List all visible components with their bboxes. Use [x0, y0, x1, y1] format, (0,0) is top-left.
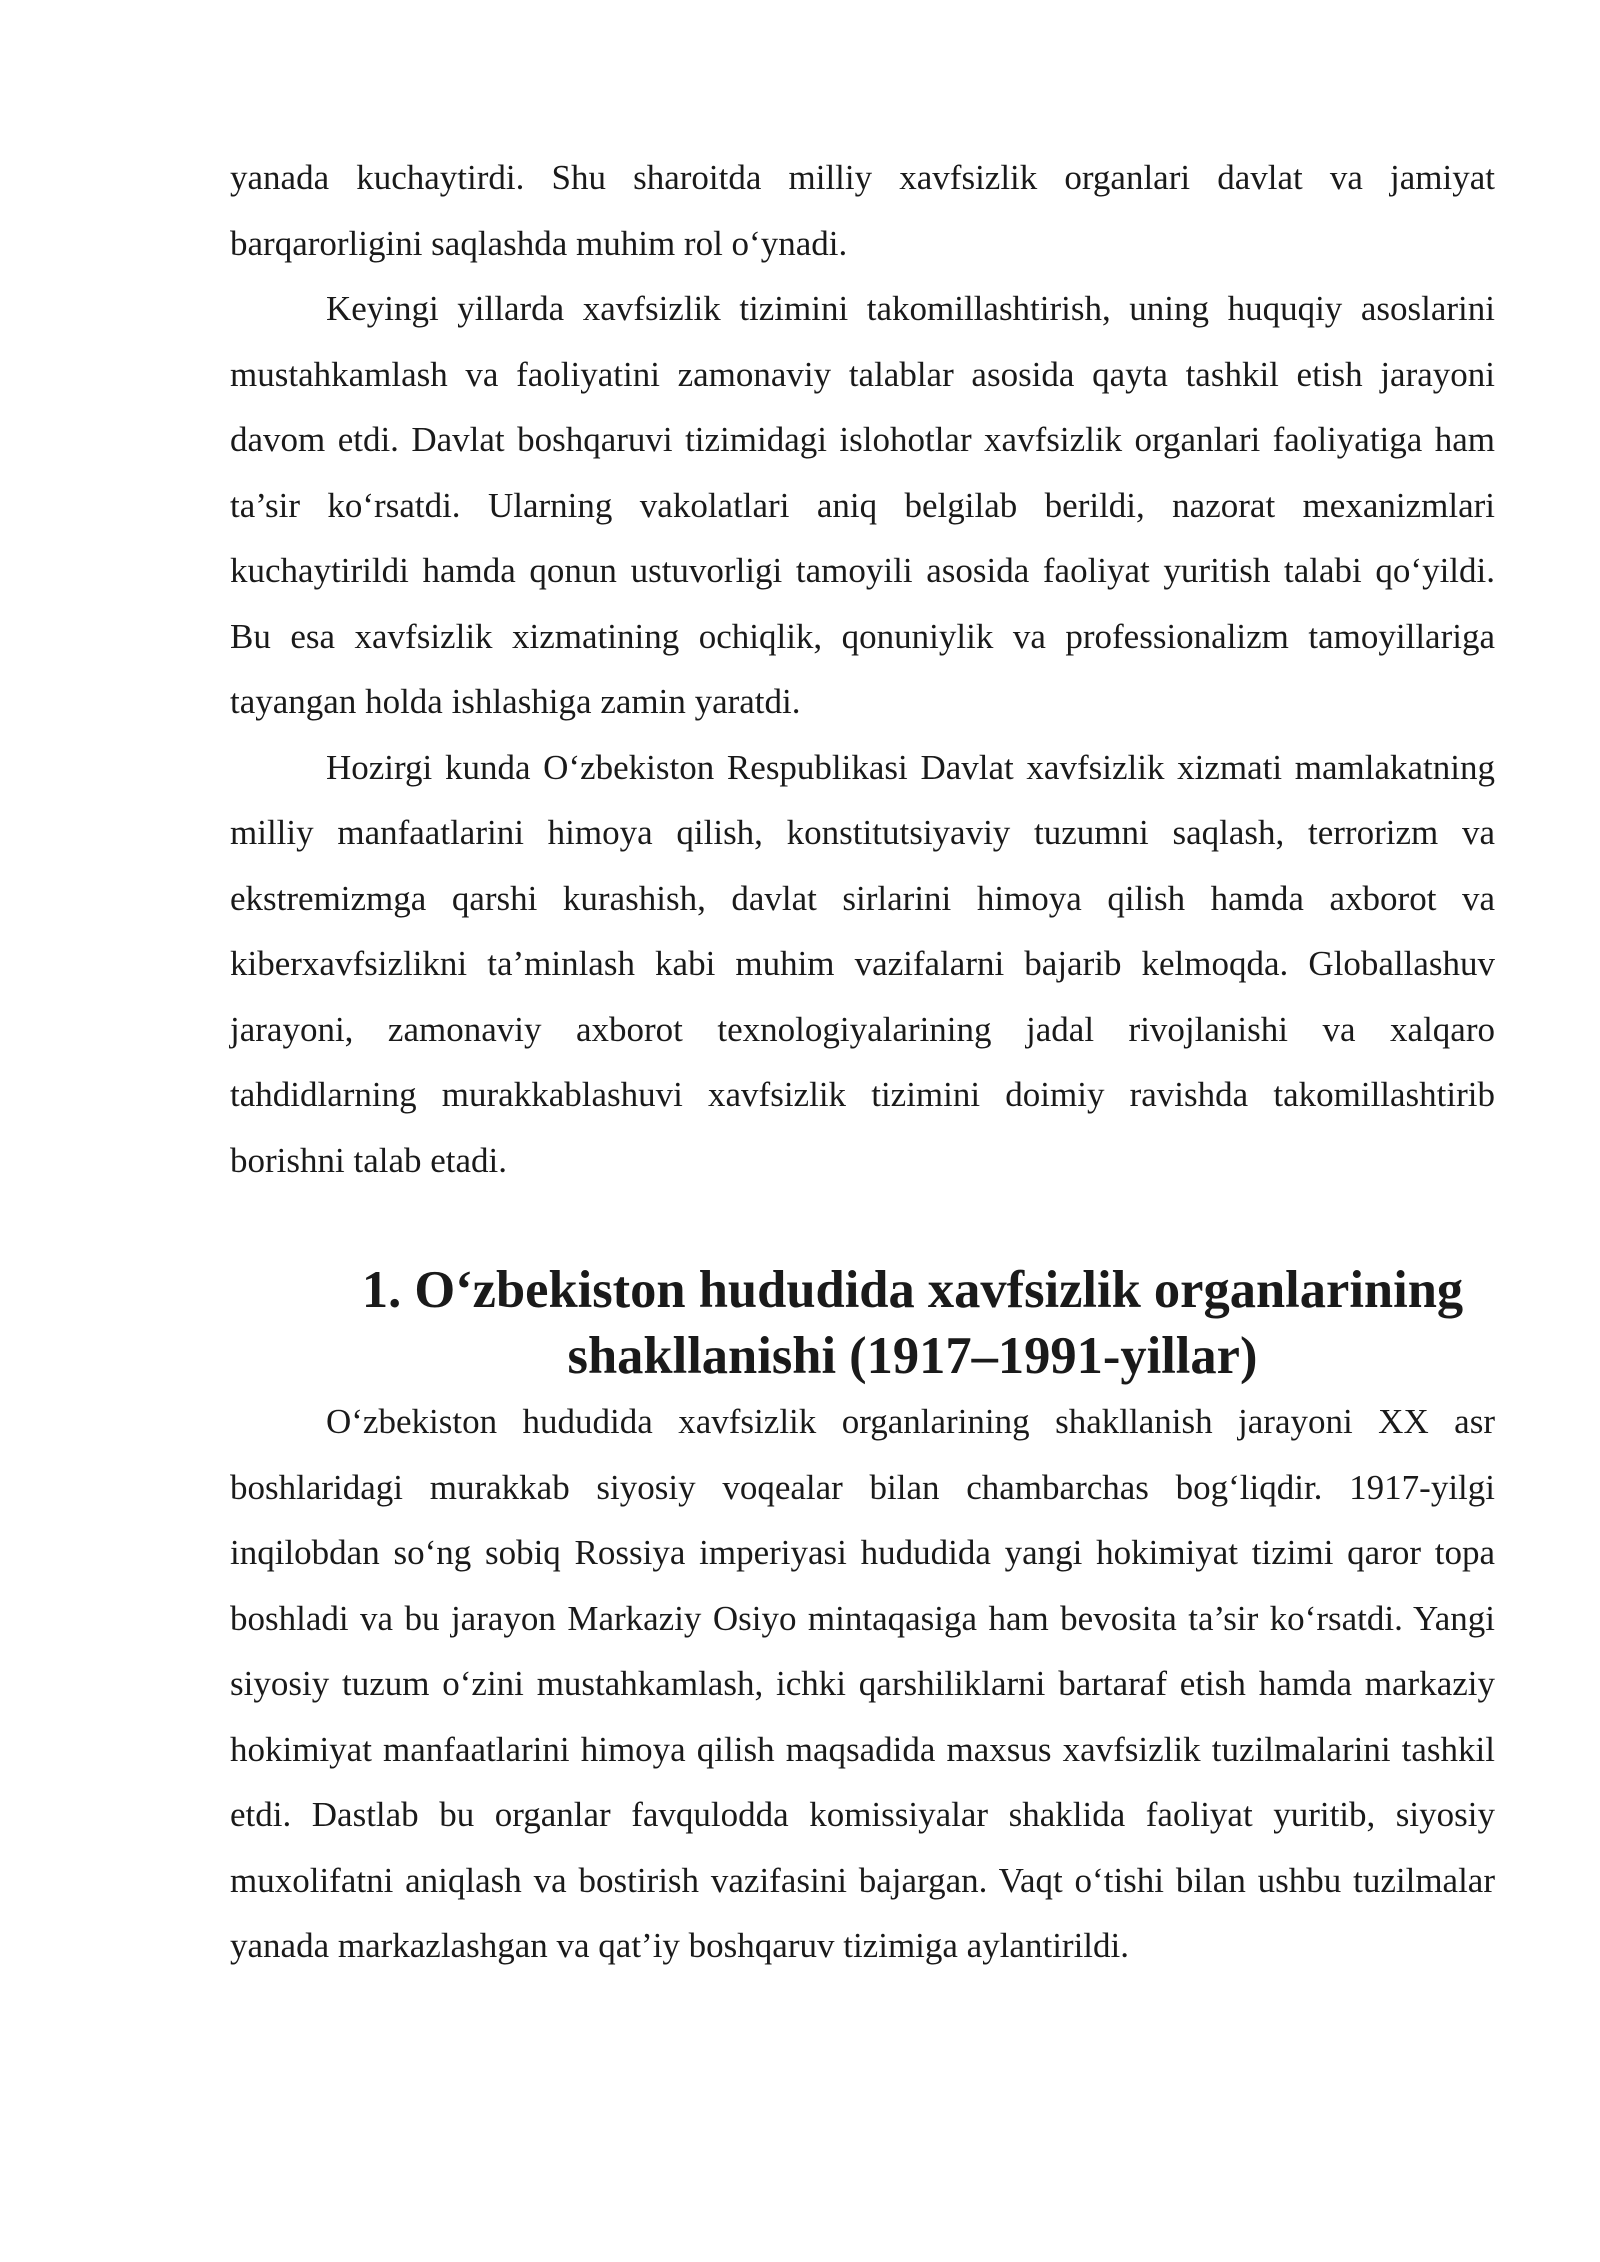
paragraph-current-state-service: Hozirgi kunda O‘zbekiston Respublikasi Davlat xavfsizlik xizmati mamlakatning milliy manfaatlarini himoya qilish, konstitutsiyaviy tuzumni saqlash, terrorizm va ekstremizmga qarshi kurashish, davlat sirlarini himoya qilish hamda axborot va kiberxavfsizlikni ta’minlash kabi muhim vazifalarni bajarib kelmoqda. Globallashuv jarayoni, zamonaviy axborot texnologiyalarining jadal rivojlanishi va xalqaro tahdidlarning murakkablashuvi xavfsizlik tizimini doimiy ravishda takomillashtirib borishni talab etadi. [230, 747, 1495, 1180]
document-page [230, 145, 1495, 1979]
paragraph-formation-history: O‘zbekiston hududida xavfsizlik organlarining shakllanish jarayoni XX asr boshlaridagi murakkab siyosiy voqealar bilan chambarchas bog‘liqdir. 1917-yilgi inqilobdan so‘ng sobiq Rossiya imperiyasi hududida yangi hokimiyat tizimi qaror topa boshladi va bu jarayon Markaziy Osiyo mintaqasiga ham bevosita ta’sir ko‘rsatdi. Yangi siyosiy tuzum o‘zini mustahkamlash, ichki qarshiliklarni bartaraf etish hamda markaziy hokimiyat manfaatlarini himoya qilish maqsadida maxsus xavfsizlik tuzilmalarini tashkil etdi. Dastlab bu organlar favqulodda komissiyalar shaklida faoliyat yuritib, siyosiy muxolifatni aniqlash va bostirish vazifasini bajargan. Vaqt o‘tishi bilan ushbu tuzilmalar yanada markazlashgan va qat’iy boshqaruv tizimiga aylantirildi. [230, 1402, 1495, 1965]
section-heading: 1. O‘zbekiston hududida xavfsizlik organlarining shakllanishi (1917–1991-yillar) [361, 1261, 1464, 1385]
paragraph-security-reforms: Keyingi yillarda xavfsizlik tizimini takomillashtirish, uning huquqiy asoslarini mustahkamlash va faoliyatini zamonaviy talablar asosida qayta tashkil etish jarayoni davom etdi. Davlat boshqaruvi tizimidagi islohotlar xavfsizlik organlari faoliyatiga ham ta’sir ko‘rsatdi. Ularning vakolatlari aniq belgilab berildi, nazorat mexanizmlari kuchaytirildi hamda qonun ustuvorligi tamoyili asosida faoliyat yuritish talabi qo‘yildi. Bu esa xavfsizlik xizmatining ochiqlik, qonuniylik va professionalizm tamoyillariga tayangan holda ishlashiga zamin yaratdi. [230, 289, 1495, 721]
paragraph-continuation: yanada kuchaytirdi. Shu sharoitda milliy xavfsizlik organlari davlat va jamiyat barqarorligini saqlashda muhim rol o‘ynadi. [230, 158, 1495, 263]
